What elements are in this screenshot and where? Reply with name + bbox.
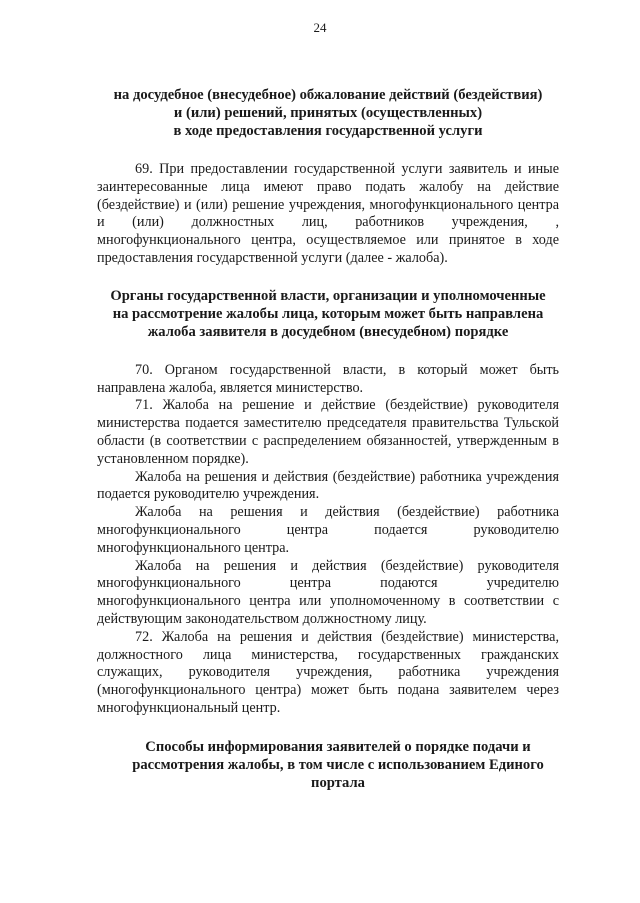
paragraph-69: 69. При предоставлении государственной услуги заявитель и иные заинтересованные лица имеют право подать жалобу на действие (бездействие) и (или) решение учреждения, многофункционального центра и (или) должностных лиц, работников учреждения, , многофункционального центра, осуществляемое или принятое в ходе предоставления государственной услуги (далее - жалоба). [97,161,559,266]
section-heading-informing [97,738,559,792]
document-body [97,86,559,792]
heading-line: в ходе предоставления государственной услуги [173,123,483,139]
heading-line: на рассмотрение жалобы лица, которым может быть направлена [112,305,544,322]
paragraph-71-institution: Жалоба на решения и действия (бездействие) работника учреждения подается руководителю учреждения. [97,468,559,503]
heading-line: портала [311,774,365,791]
section-heading-appeal [97,86,559,140]
paragraph-71-mfc-worker: Жалоба на решения и действия (бездействие) работника многофункционального центра подается руководителю многофункционального центра. [97,504,559,556]
paragraph-70: 70. Органом государственной власти, в который может быть направлена жалоба, является министерство. [97,361,559,396]
heading-line: жалоба заявителя в досудебном (внесудебном) порядке [147,323,509,340]
page-number: 24 [313,20,327,35]
paragraph-72: 72. Жалоба на решения и действия (бездействие) министерства, должностного лица министерства, государственных гражданских служащих, руководителя учреждения, работника учреждения (многофункционального центра) может быть подана заявителем через многофункциональный центр. [97,628,559,716]
heading-line: Способы информирования заявителей о порядке подачи и [145,738,531,755]
paragraph-71: 71. Жалоба на решение и действие (бездействие) руководителя министерства подается заместителю председателя правительства Тульской области (в соответствии с распределением обязанностей, утвержденным в установленном порядке). [97,397,559,467]
heading-line: на досудебное (внесудебное) обжалование действий (бездействия) [113,87,543,103]
heading-line: и (или) решений, принятых (осуществленных) [173,105,483,121]
section-heading-authorities [97,287,559,341]
heading-line: рассмотрения жалобы, в том числе с использованием Единого [132,756,544,773]
heading-line: Органы государственной власти, организации и уполномоченные [110,287,546,304]
paragraph-71-mfc-head: Жалоба на решения и действия (бездействие) руководителя многофункционального центра подаются учредителю многофункционального центра или уполномоченному в соответствии с действующим законодательством должностному лицу. [97,557,559,627]
